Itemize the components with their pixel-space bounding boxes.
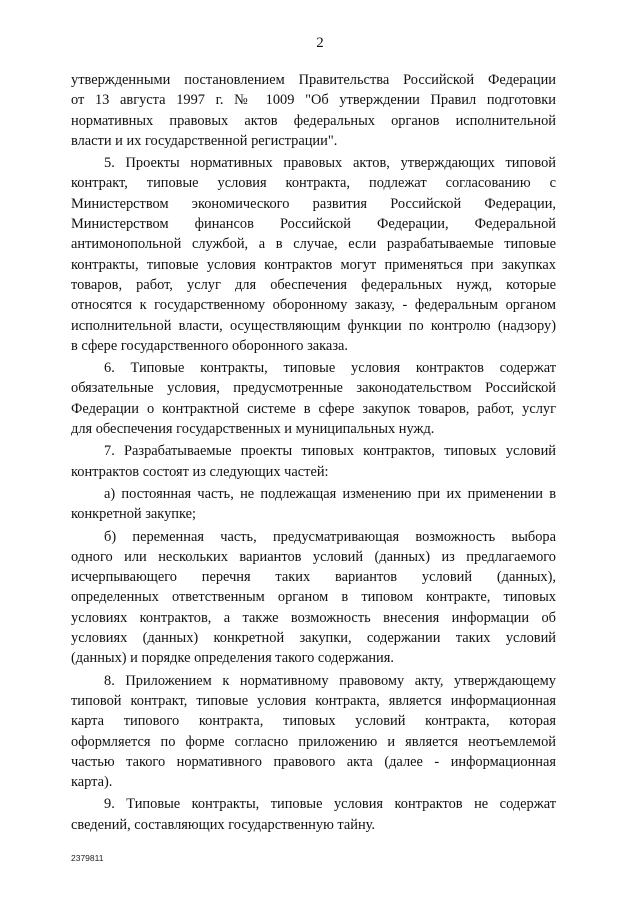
paragraph xyxy=(71,794,556,835)
paragraph xyxy=(71,153,556,356)
paragraph-line: Федерации о контрактной системе в сфере закупок товаров, работ, услуг xyxy=(71,400,556,417)
paragraph-line: условиях (данных) конкретной закупки, содержании таких условий xyxy=(71,630,556,647)
page-number: 2 xyxy=(316,35,324,51)
paragraph-line: Министерством финансов Российской Федерации, Федеральной xyxy=(71,216,556,233)
paragraph-line: частью такого нормативного правового акта (далее - информационная xyxy=(71,753,556,770)
paragraph-line: контракты, типовые условия контрактов могут применяться при закупках xyxy=(71,256,556,273)
paragraph xyxy=(71,484,556,525)
paragraph-line: власти и их государственной регистрации". xyxy=(71,132,338,149)
paragraph-line: 7. Разрабатываемые проекты типовых контрактов, типовых условий xyxy=(104,443,556,460)
paragraph-line: 8. Приложением к нормативному правовому акту, утверждающему xyxy=(104,672,556,689)
paragraph-line: б) переменная часть, предусматривающая возможность выбора xyxy=(104,528,556,545)
paragraph-line: Министерством экономического развития Российской Федерации, xyxy=(71,195,556,212)
paragraph-line: карта). xyxy=(71,774,113,791)
paragraph-line: типовой контракт, типовые условия контракта, является информационная xyxy=(71,692,556,709)
paragraph-line: сведений, составляющих государственную тайну. xyxy=(71,816,376,833)
paragraph-line: нормативных правовых актов федеральных органов исполнительной xyxy=(71,112,556,129)
paragraph-line: (данных) и порядке определения такого содержания. xyxy=(71,650,394,667)
paragraph xyxy=(71,671,556,793)
paragraph-line: в сфере государственного оборонного заказа. xyxy=(71,337,348,354)
paragraph-line: 5. Проекты нормативных правовых актов, утверждающих типовой xyxy=(104,155,556,172)
document-body xyxy=(71,70,556,837)
paragraph-line: контракт, типовые условия контракта, подлежат согласованию с xyxy=(71,175,556,192)
paragraph-line: относятся к государственному оборонному заказу, - федеральным органом xyxy=(71,297,556,314)
paragraph-line: 6. Типовые контракты, типовые условия контрактов содержат xyxy=(104,360,556,377)
paragraph-line: 9. Типовые контракты, типовые условия контрактов не содержат xyxy=(104,796,556,813)
paragraph xyxy=(71,70,556,151)
paragraph-line: обязательные условия, предусмотренные законодательством Российской xyxy=(71,380,556,397)
paragraph-line: оформляется по форме согласно приложению и является неотъемлемой xyxy=(71,733,556,750)
paragraph-line: условиях контрактов, а также возможность внесения информации об xyxy=(71,609,556,626)
paragraph xyxy=(71,358,556,439)
paragraph-line: от 13 августа 1997 г. № 1009 "Об утверждении Правил подготовки xyxy=(71,92,556,109)
paragraph-line: одного или нескольких вариантов условий (данных) из предлагаемого xyxy=(71,548,556,565)
paragraph-line: конкретной закупке; xyxy=(71,506,196,523)
document-code: 2379811 xyxy=(71,853,104,863)
paragraph-line: а) постоянная часть, не подлежащая изменению при их применении в xyxy=(104,485,556,502)
paragraph xyxy=(71,441,556,482)
paragraph-line: исчерпывающего перечня таких вариантов условий (данных), xyxy=(71,569,556,586)
paragraph-line: антимонопольной службой, а в случае, если разрабатываемые типовые xyxy=(71,236,556,253)
paragraph-line: для обеспечения государственных и муниципальных нужд. xyxy=(71,421,435,438)
paragraph-line: утвержденными постановлением Правительства Российской Федерации xyxy=(71,72,556,88)
paragraph-line: карта типового контракта, типовых условий контракта, которая xyxy=(71,713,556,730)
paragraph-line: исполнительной власти, осуществляющим функции по контролю (надзору) xyxy=(71,317,556,334)
paragraph-line: контрактов состоят из следующих частей: xyxy=(71,463,329,480)
paragraph-line: товаров, работ, услуг для обеспечения федеральных нужд, которые xyxy=(71,276,556,293)
paragraph xyxy=(71,527,556,669)
paragraph-line: определенных ответственным органом в типовом контракте, типовых xyxy=(71,589,556,606)
